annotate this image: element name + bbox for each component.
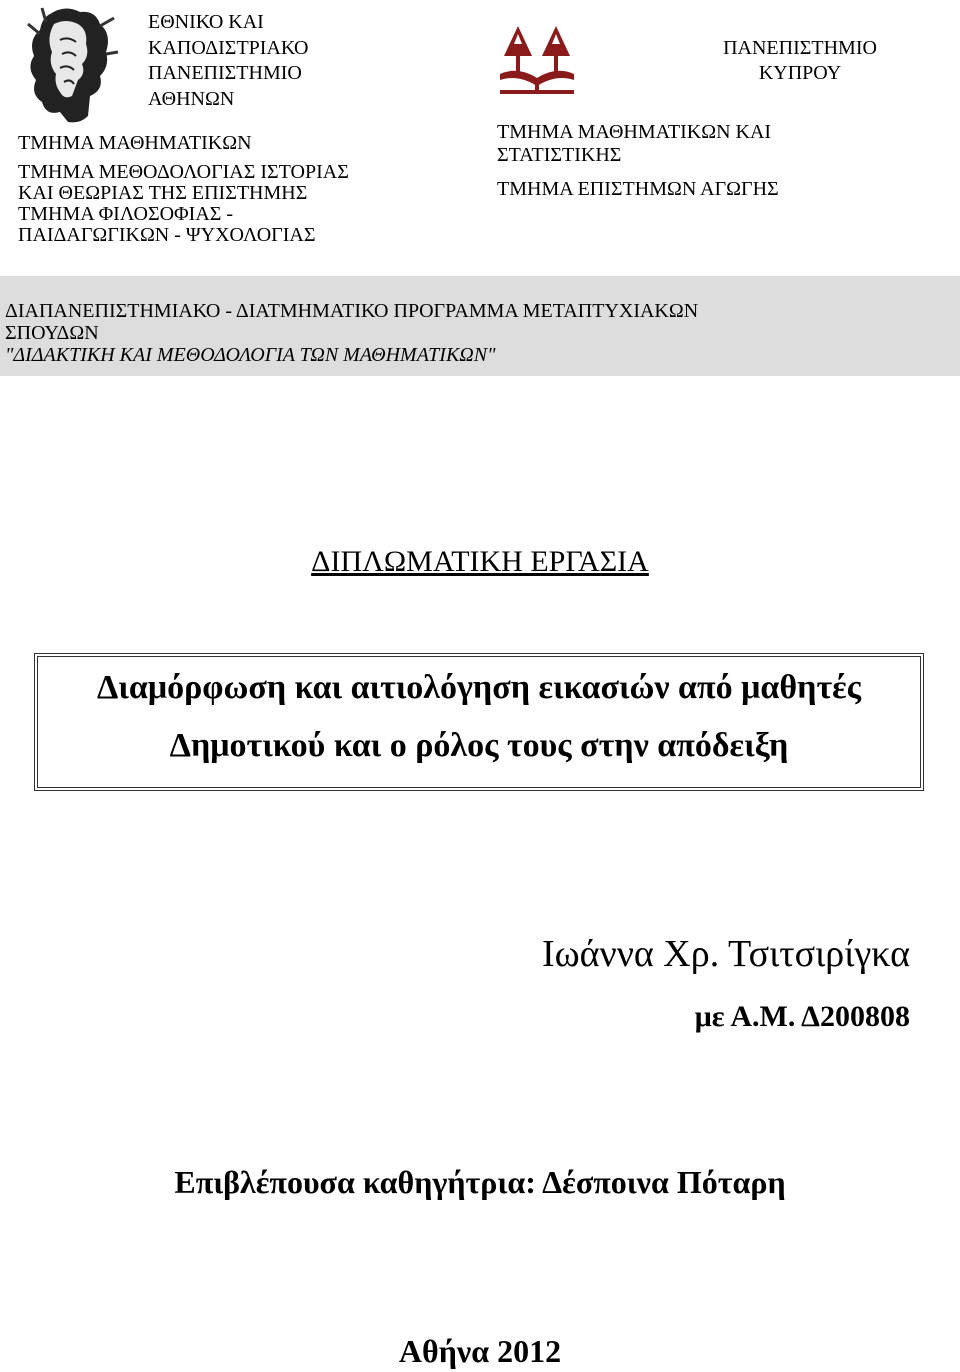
right-departments — [497, 121, 779, 201]
thesis-heading: ΔΙΠΛΩΜΑΤΙΚΗ ΕΡΓΑΣΙΑ — [311, 545, 649, 578]
right-department-line: ΣΤΑΤΙΣΤΙΚΗΣ — [497, 144, 622, 166]
student-id: με Α.Μ. Δ200808 — [694, 1000, 910, 1033]
right-institution-name-line: ΠΑΝΕΠΙΣΤΗΜΙΟ — [723, 37, 877, 59]
supervisor: Επιβλέπουσα καθηγήτρια: Δέσποινα Πόταρη — [174, 1164, 786, 1200]
program-band — [0, 276, 960, 376]
left-department-line: ΠΑΙΔΑΓΩΓΙΚΩΝ - ΨΥΧΟΛΟΓΙΑΣ — [18, 224, 316, 246]
thesis-title-line: Δημοτικού και ο ρόλος τους στην απόδειξη — [169, 727, 789, 764]
left-institution-name-line: ΚΑΠΟΔΙΣΤΡΙΑΚΟ — [148, 36, 309, 59]
right-institution-name-line: ΚΥΠΡΟΥ — [758, 62, 842, 84]
program-line: ΔΙΑΠΑΝΕΠΙΣΤΗΜΙΑΚΟ - ΔΙΑΤΜΗΜΑΤΙΚΟ ΠΡΟΓΡΑΜΜΑ ΜΕΤΑΠΤΥΧΙΑΚΩΝ — [5, 300, 699, 322]
thesis-title-line: Διαμόρφωση και αιτιολόγηση εικασιών από μαθητές — [96, 669, 861, 706]
right-institution-name — [700, 36, 900, 86]
left-institution-name-line: ΑΘΗΝΩΝ — [148, 87, 235, 110]
left-department-line: ΤΜΗΜΑ ΜΕΘΟΔΟΛΟΓΙΑΣ ΙΣΤΟΡΙΑΣ — [18, 161, 349, 183]
left-institution-name — [148, 10, 308, 112]
program-name: "ΔΙΔΑΚΤΙΚΗ ΚΑΙ ΜΕΘΟΔΟΛΟΓΙΑ ΤΩΝ ΜΑΘΗΜΑΤΙΚΩΝ" — [5, 344, 496, 366]
right-department-line: ΤΜΗΜΑ ΜΑΘΗΜΑΤΙΚΩΝ ΚΑΙ — [497, 121, 772, 143]
left-departments — [18, 133, 349, 246]
left-department-line: ΤΜΗΜΑ ΦΙΛΟΣΟΦΙΑΣ - — [18, 203, 234, 225]
left-department-mathematics: ΤΜΗΜΑ ΜΑΘΗΜΑΤΙΚΩΝ — [18, 132, 252, 154]
right-department-education: ΤΜΗΜΑ ΕΠΙΣΤΗΜΩΝ ΑΓΩΓΗΣ — [497, 178, 779, 200]
cyprus-tree-emblem-icon — [498, 22, 576, 96]
program-line: ΣΠΟΥΔΩΝ — [5, 322, 99, 344]
left-department-line: ΚΑΙ ΘΕΩΡΙΑΣ ΤΗΣ ΕΠΙΣΤΗΜΗΣ — [18, 182, 308, 204]
left-institution-name-line: ΠΑΝΕΠΙΣΤΗΜΙΟ — [148, 62, 302, 84]
left-institution-name-line: ΕΘΝΙΚΟ ΚΑΙ — [148, 11, 264, 33]
athena-head-emblem-icon — [20, 4, 120, 126]
thesis-title-box — [37, 656, 921, 788]
author-name: Ιωάννα Χρ. Τσιτσιρίγκα — [541, 933, 910, 975]
place-year: Αθήνα 2012 — [398, 1333, 562, 1369]
